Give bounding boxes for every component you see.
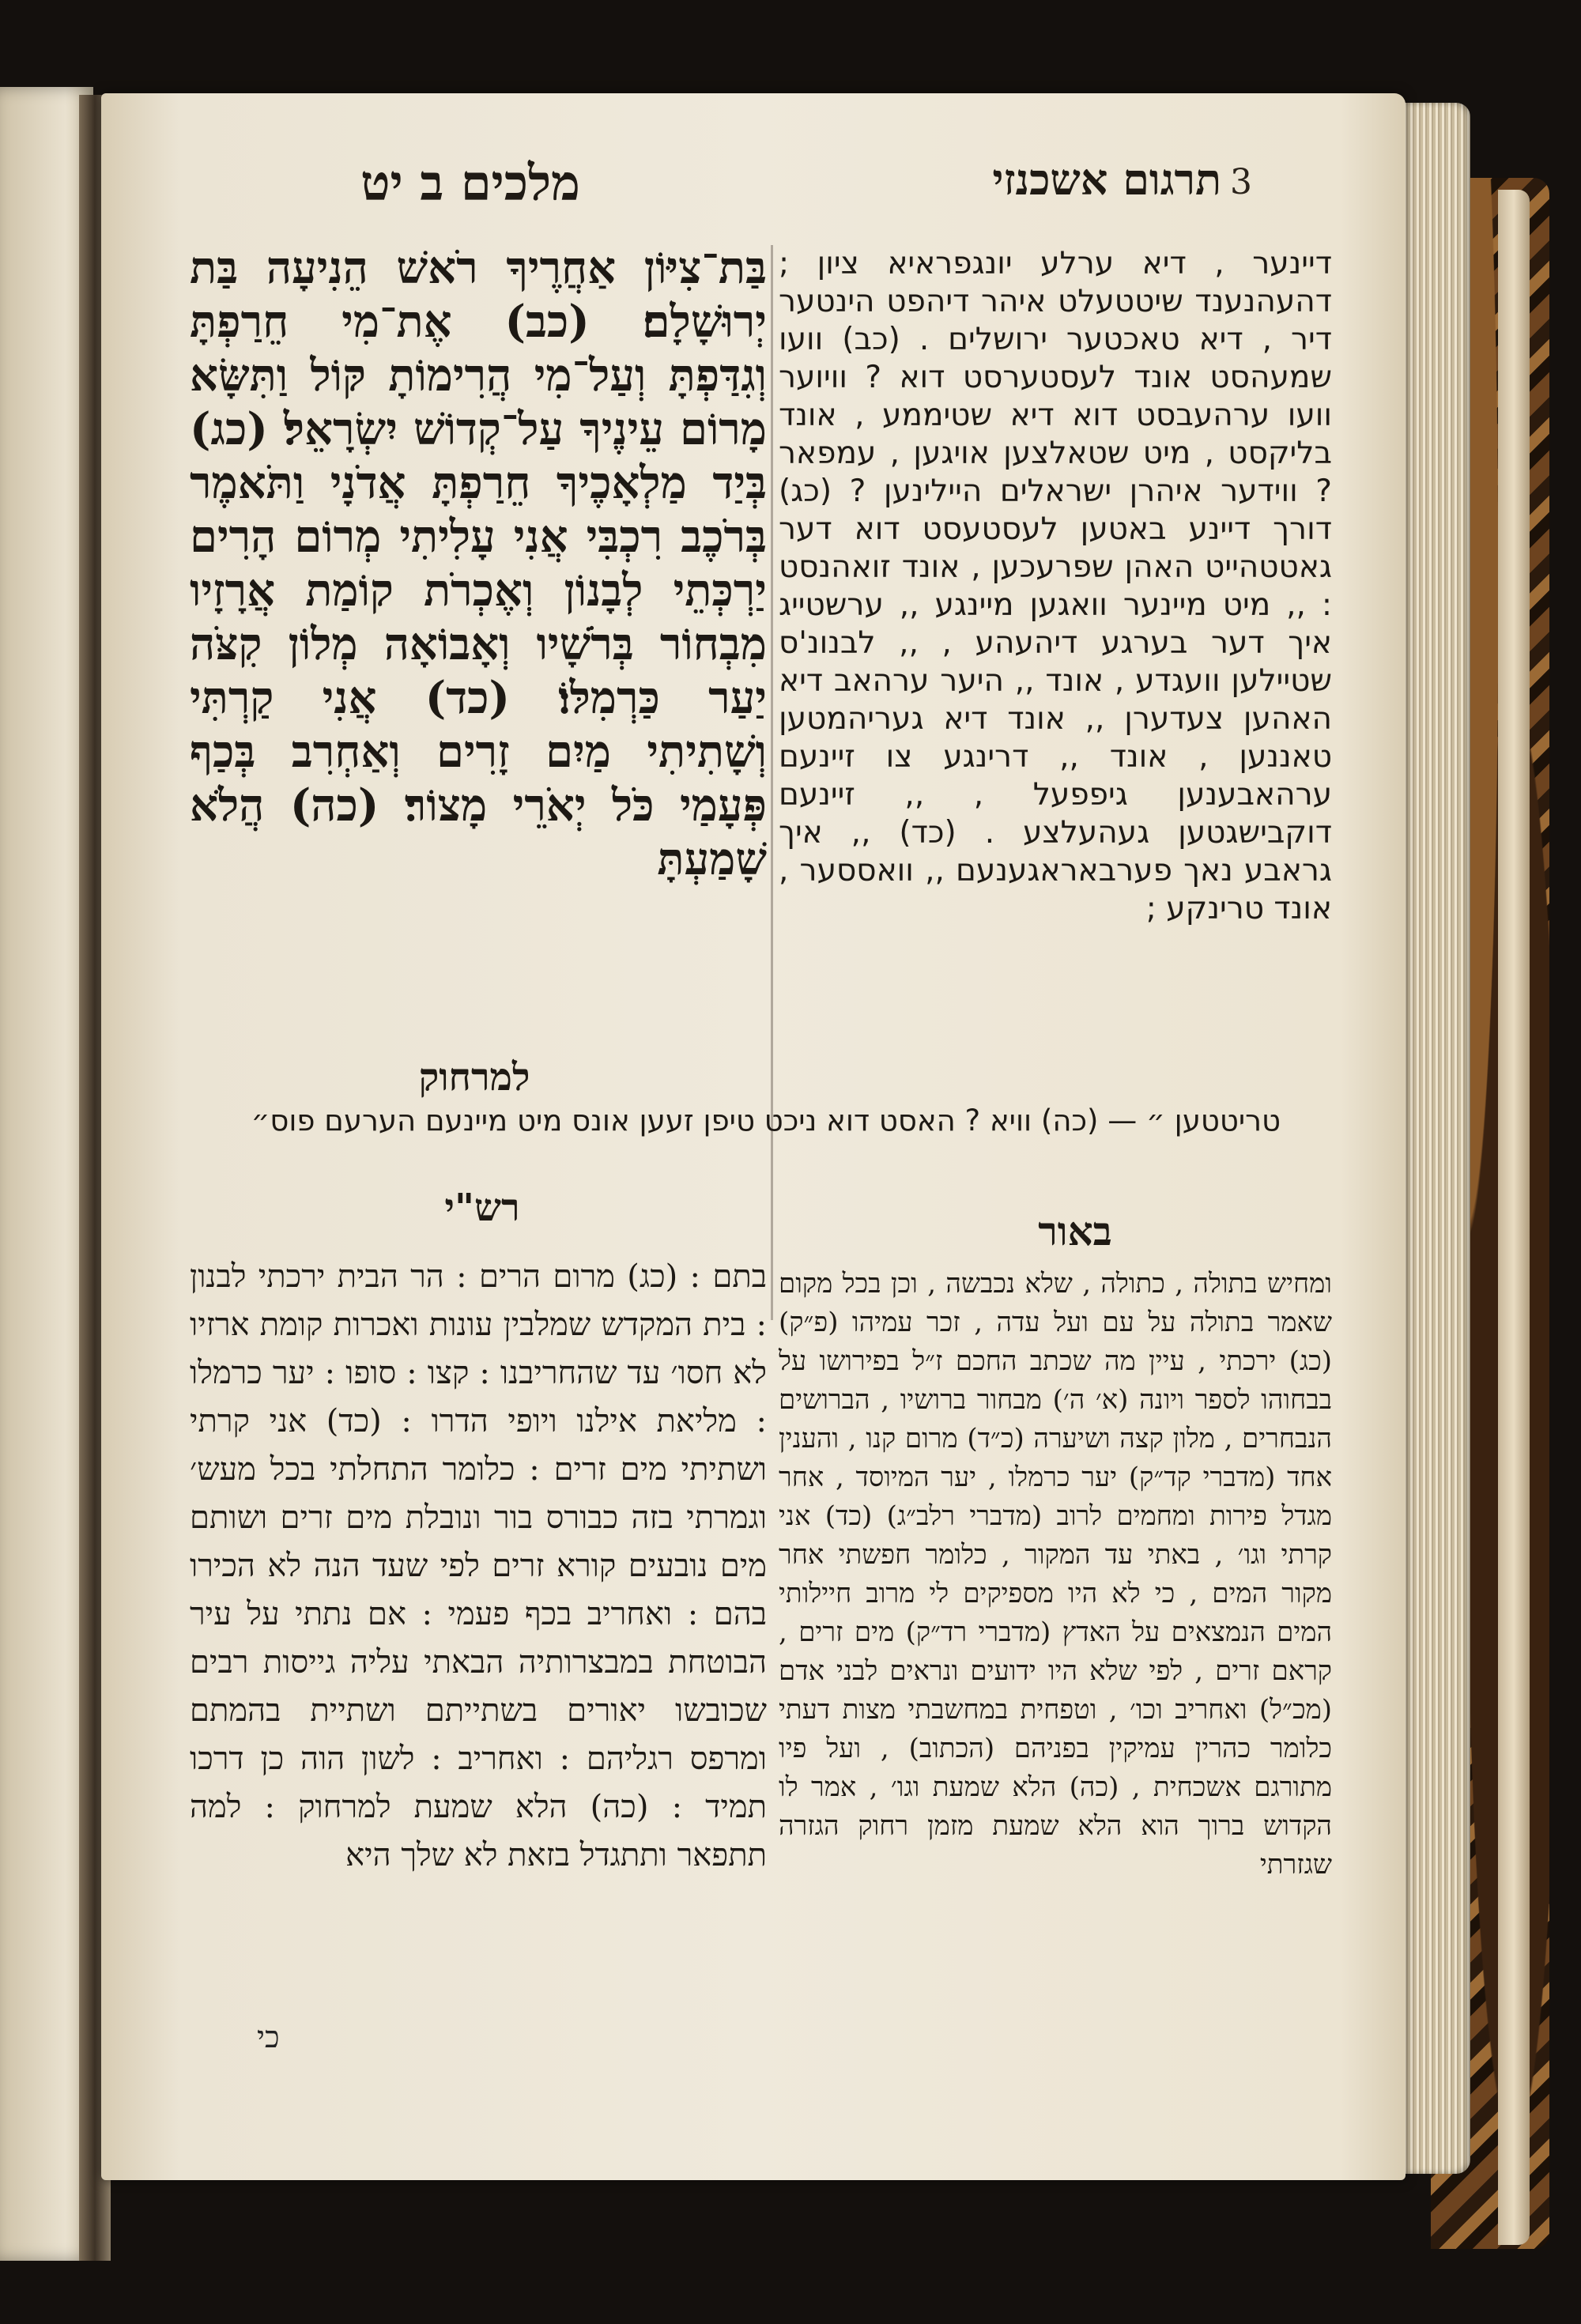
- page-fore-edge: [1395, 103, 1470, 2174]
- cover-edge: [1498, 190, 1530, 2245]
- running-header-left: מלכים ב יט: [360, 154, 580, 212]
- verse-catchword: למרחוק: [418, 1055, 530, 1100]
- biur-heading: באור: [1038, 1208, 1112, 1254]
- biur-text: ומחיש בתולה , כתולה , שלא נכבשה , וכן בכל מקום שאמר בתולה על עם ועל עדה , זכר עמיהו (פ״ק) (כג) ירכתי , עיין מה שכתב החכם ז״ל בפירושו על בבחוהו לספר ויונה (א׳ ה׳) מבחור ברושיו , הברושים הנבחרים , מלון קצה ושיערה (כ״ד) מרום קנו , והענין אחד (מדברי קד״ק) יער כרמלו , יער המיוסד , אחר מגדל פירות ומחמים לרוב (מדברי רלב״ג) (כד) אני קרתי וגו׳ , באתי עד המקור , כלומר חפשתי אחר מקור המים , כי לא היו מספיקים לי מרוב חיילותי המים הנמצאים על האדץ (מדברי רד״ק) מים זרים , קראם זרים , לפי שלא היו ידועים ונראים לבני אדם (מכ״ל) ואחריב וכו׳ , וטפחית במחשבתי מצות דעתי כלומר כהרין עמיקין בפניהם (הכתוב) , ועל פיו מתורגם אשכחית , (כה) הלא שמעת וגו׳ , אמר לו הקדוש ברוך הוא הלא שמעת מזמן רחוק הגזרה שגזרתי: [779, 1268, 1332, 1881]
- folio-mark: 3: [1230, 162, 1252, 202]
- biblical-verse-column: [190, 241, 767, 1051]
- column-rule: [771, 245, 773, 1320]
- biur-column: [779, 1265, 1332, 2047]
- rashi-catchword: כי: [257, 2020, 280, 2054]
- running-header-right: תרגום אשכנזי: [992, 154, 1221, 205]
- verse-text: בַּת־צִיּוֹן אַחֲרֶיךָ רֹאשׁ הֵנִיעָה בַּת יְרוּשָׁלָם׃ (כב) אֶת־מִי חֵרַפְתָּ וְגִדַּפְתָּ וְעַל־מִי הֲרִימוֹתָ קּוֹל וַתִּשָּׂא מָרוֹם עֵינֶיךָ עַל־קְדוֹשׁ יִשְׂרָאֵל׃ (כג) בְּיַד מַלְאָכֶיךָ חֵרַפְתָּ אֲדֹנָי וַתֹּאמֶר בְּרֹכֶב רִכְבִּי אֲנִי עָלִיתִי מְרוֹם הָרִים יַרְכְּתֵי לְבָנוֹן וְאֶכְרֹת קוֹמַת אֲרָזָיו מִבְחוֹר בְּרֹשָׁיו וְאָבוֹאָה מְלוֹן קִצֹּה יַעַר כַּרְמִלּוֹ׃ (כד) אֲנִי קַרְתִּי וְשָׁתִיתִי מַיִם זָרִים וְאַחְרִב בְּכַף פְּעָמַי כֹּל יְאֹרֵי מָצוֹר׃ (כה) הֲלֹא שָׁמַעְתָּ: [190, 242, 767, 885]
- translation-continuation: טריטטען ״ — (כה) וויא ? האסט דוא ניכט טיפן זעען אונס מיט מיינעם הערעם פוס״: [251, 1104, 1281, 1137]
- rashi-heading: רש"י: [444, 1186, 520, 1230]
- rashi-text: בתם : (כג) מרום הרים : הר הבית ירכתי לבנון : בית המקדש שמלבין עונות ואכרות קומת ארזיו לא חסו׳ עד שהחריבנו : קצו : סופו : יער כרמלו : מליאת אילנו ויופי הדרו : (כד) אני קרתי ושתיתי מים זרים : כלומר התחלתי בכל מעש׳ וגמרתי בזה כבורס בור ונובלת מים זרים ושותם מים נובעים קורא זרים לפי שעד הנה לא הכירו בהם : ואחריב בכף פעמי : אם נתתי על עיר הבוטחת במבצרותיה הבאתי עליה גייסות רבים שכובשו יאורים בשתייתם ושתיית בהמתם ומרפס רגליהם : ואחריב : לשון הוה כן דרכו תמיד : (כה) הלא שמעת למרחוק : למה תתפאר ותתגדל בזאת לא שלך היא: [190, 1258, 767, 1873]
- rashi-column: [190, 1253, 767, 2043]
- translation-text: דיינער , דיא ערלע יונגפראיא ציון ; דהעהנענד שיטטעלט איהר דיהפט הינטער דיר , דיא טאכטער ירושלים . (כב) וועו שמעהסט אונד לעסטערסט דוא ? וויוער וועו ערהעבסט דוא דיא שטיממע , אונד בליקסט , מיט שטאלצען אויגען , עמפאר ? ווידער איהרן ישראלים היילינען ? (כג) דורך דיינע באטען לעסטעסט דוא דער גאטטהייט האהן שפרעכען , אונד זואהנסט : ,, מיט מיינער וואגען מיינגע ,, ערשטייג איך דער בערגע דיהעהע , ,, לבנונ'ס שטיילען וועגדע , אונד ,, היער ערהאב דיא האהען צעדערן ,, אונד דיא געריהמטען טאננען , אונד ,, דרינגע צו זיינעם ערהאבענען גיפפעל , ,, זיינעם דוקבישגטען געהעלצע . (כד) ,, איך גראבע נאך פערבאראגענעם ,, וואססער , אונד טרינקע ;: [779, 246, 1332, 926]
